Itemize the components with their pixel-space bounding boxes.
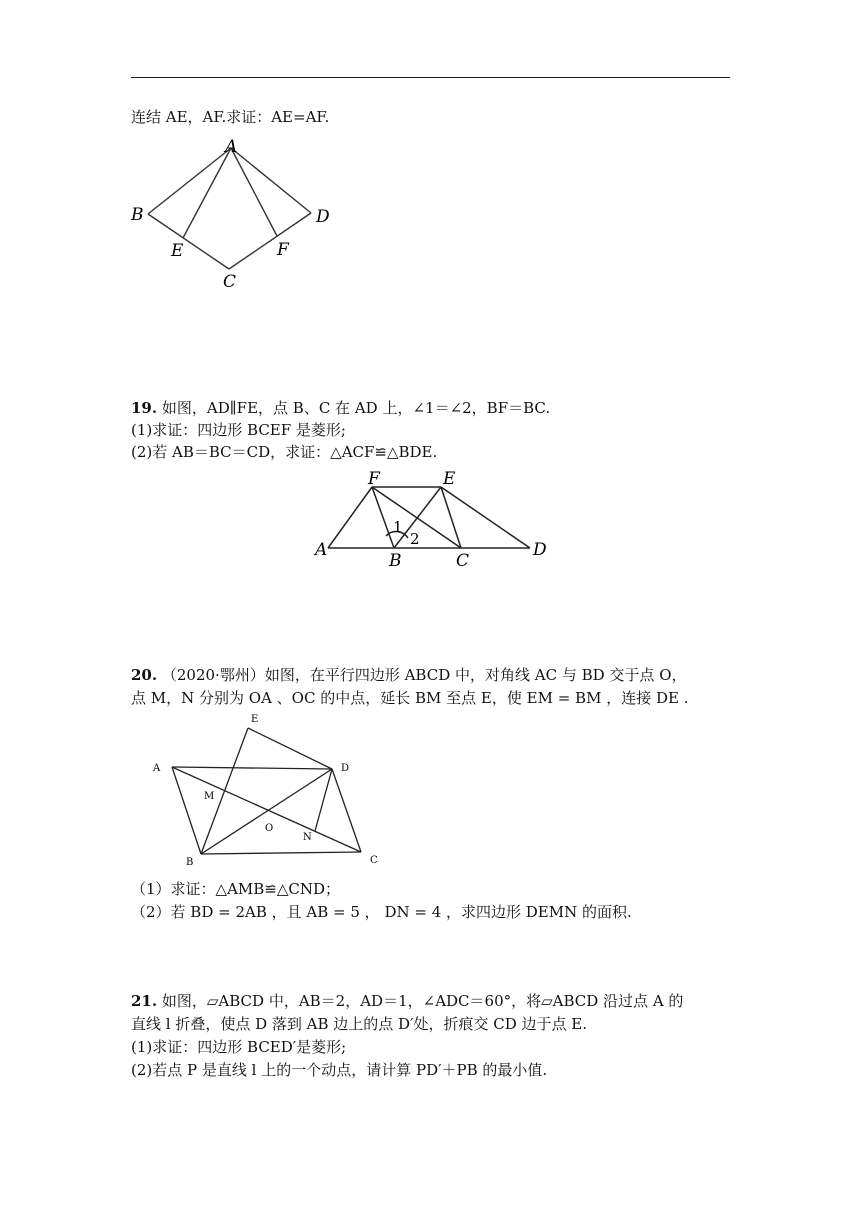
label-C: C xyxy=(456,551,470,571)
figure-18-kite xyxy=(125,135,340,295)
figure-19-trapezoid xyxy=(312,468,557,573)
q20-part1: （1）求证：△AMB≌△CND； xyxy=(131,880,341,898)
q20-stem-line2: 点 M，N 分别为 OA 、OC 的中点，延长 BM 至点 E，使 EM = BM ，连接 DE . xyxy=(131,689,689,707)
q19-stem xyxy=(131,398,550,418)
q20-part2: （2）若 BD = 2AB ，且 AB = 5 ， DN = 4 ，求四边形 DEMN 的面积. xyxy=(131,903,632,921)
label-E: E xyxy=(443,469,456,489)
label-M: M xyxy=(204,791,215,802)
label-C: C xyxy=(370,855,378,866)
q18-text: 连结 AE，AF.求证：AE=AF. xyxy=(131,108,330,126)
q21-part2: (2)若点 P 是直线 l 上的一个动点，请计算 PD′＋PB 的最小值. xyxy=(131,1061,548,1079)
label-A: A xyxy=(153,763,161,774)
label-C: C xyxy=(223,272,237,292)
q19-part2: (2)若 AB＝BC＝CD，求证：△ACF≌△BDE. xyxy=(131,443,438,461)
q21-stem-line1 xyxy=(131,991,683,1011)
q19-part1: (1)求证：四边形 BCEF 是菱形; xyxy=(131,421,346,439)
label-D: D xyxy=(316,207,330,227)
label-E: E xyxy=(251,714,259,725)
header-rule xyxy=(131,77,730,78)
angle-2-label: 2 xyxy=(410,530,420,548)
label-N: N xyxy=(303,832,312,843)
label-B: B xyxy=(389,551,402,571)
label-B: B xyxy=(186,857,194,868)
figure-20-parallelogram xyxy=(145,705,390,870)
label-F: F xyxy=(277,240,289,260)
q19-stem-text: 如图，AD∥FE，点 B、C 在 AD 上，∠1＝∠2，BF＝BC. xyxy=(157,399,551,417)
label-D: D xyxy=(533,540,547,560)
q21-part1: (1)求证：四边形 BCED′是菱形; xyxy=(131,1038,347,1056)
q20-number: 20. xyxy=(131,666,158,684)
label-A: A xyxy=(315,540,328,560)
q21-number: 21. xyxy=(131,992,158,1010)
label-B: B xyxy=(131,205,144,225)
q21-stem-line2: 直线 l 折叠，使点 D 落到 AB 边上的点 D′处，折痕交 CD 边于点 E. xyxy=(131,1015,588,1033)
q20-stem-text: （2020·鄂州）如图，在平行四边形 ABCD 中，对角线 AC 与 BD 交于点 O， xyxy=(157,666,687,684)
angle-1-label: 1 xyxy=(393,518,403,536)
q19-number: 19. xyxy=(131,399,158,417)
label-O: O xyxy=(265,823,274,834)
q20-stem-line1 xyxy=(131,665,687,685)
q21-stem-text: 如图，▱ABCD 中，AB＝2，AD＝1，∠ADC＝60°，将▱ABCD 沿过点 A 的 xyxy=(157,992,684,1010)
label-A: A xyxy=(225,137,238,157)
label-F: F xyxy=(368,469,380,489)
label-E: E xyxy=(171,241,184,261)
label-D: D xyxy=(341,763,350,774)
